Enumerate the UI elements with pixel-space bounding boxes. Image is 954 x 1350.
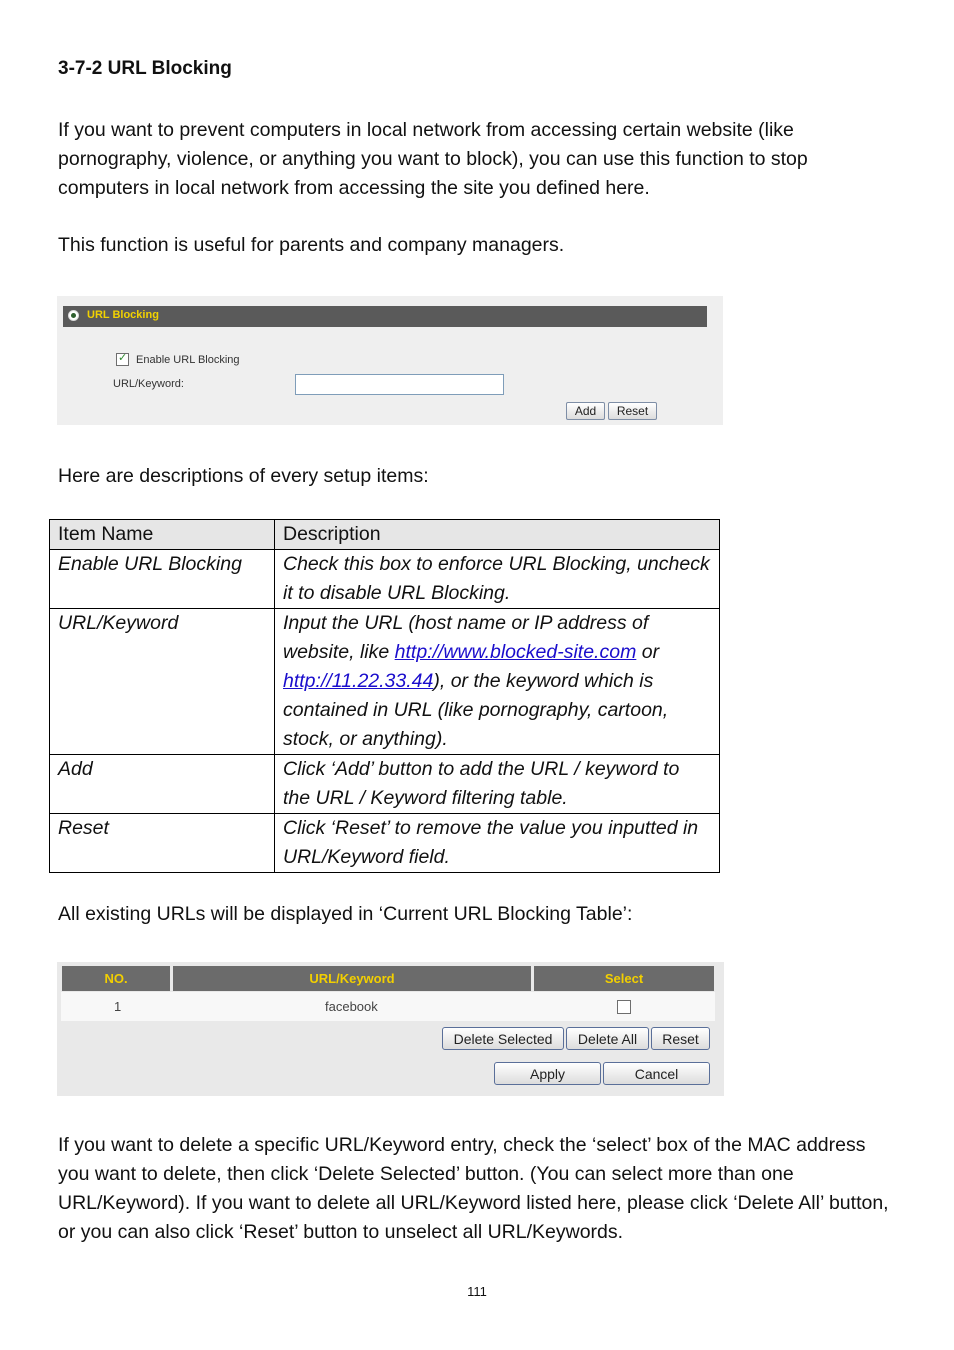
form-title: URL Blocking [87, 309, 159, 321]
enable-url-blocking-label: Enable URL Blocking [136, 354, 240, 366]
header-select: Select [534, 966, 714, 991]
url-keyword-input[interactable] [295, 374, 504, 395]
row-number: 1 [114, 999, 122, 1014]
url-blocking-table-screenshot [57, 962, 724, 1096]
item-description: Click ‘Add’ button to add the URL / keyword to the URL / Keyword filtering table. [275, 755, 720, 814]
delete-selected-button[interactable]: Delete Selected [442, 1027, 564, 1050]
row-keyword: facebook [325, 999, 378, 1014]
enable-url-blocking-checkbox[interactable] [116, 353, 129, 366]
url-keyword-label: URL/Keyword: [113, 378, 184, 390]
desc-text-part: or [636, 641, 660, 663]
item-name: Reset [50, 814, 275, 873]
reset-button[interactable]: Reset [608, 402, 657, 420]
header-description: Description [275, 520, 720, 550]
item-name: URL/Keyword [50, 609, 275, 755]
header-item-name: Item Name [50, 520, 275, 550]
item-name: Enable URL Blocking [50, 550, 275, 609]
table-row [50, 550, 720, 609]
description-table [49, 519, 720, 873]
header-url-keyword: URL/Keyword [173, 966, 531, 991]
descriptions-intro: Here are descriptions of every setup items: [58, 465, 429, 487]
url-blocking-form-screenshot [57, 296, 723, 425]
table-row [50, 609, 720, 755]
item-description: Check this box to enforce URL Blocking, uncheck it to disable URL Blocking. [275, 550, 720, 609]
form-title-bar [63, 306, 707, 327]
blocked-site-link[interactable]: http://www.blocked-site.com [394, 641, 637, 663]
section-heading: 3-7-2 URL Blocking [58, 58, 232, 79]
delete-all-button[interactable]: Delete All [566, 1027, 649, 1050]
table-header-row [50, 520, 720, 550]
useful-paragraph: This function is useful for parents and company managers. [58, 234, 565, 256]
reset-button[interactable]: Reset [651, 1027, 710, 1050]
table-intro: All existing URLs will be displayed in ‘Current URL Blocking Table’: [58, 903, 633, 925]
desc-text-part: Input the URL (host name or IP address of website, like [283, 612, 649, 663]
apply-button[interactable]: Apply [494, 1062, 601, 1085]
intro-paragraph: If you want to prevent computers in local network from accessing certain website (like pornography, violence, or anything you want to block), you can use this function to stop computers in local network from accessing the site you defined here. [58, 119, 808, 199]
ip-address-link[interactable]: http://11.22.33.44 [283, 670, 434, 692]
desc-text-part: ), or the keyword which is contained in URL (like pornography, cartoon, stock, or anything). [283, 670, 669, 750]
item-description: Click ‘Reset’ to remove the value you inputted in URL/Keyword field. [275, 814, 720, 873]
add-button[interactable]: Add [566, 402, 605, 420]
item-name: Add [50, 755, 275, 814]
cancel-button[interactable]: Cancel [603, 1062, 710, 1085]
bullet-icon [68, 310, 79, 321]
page-number: 111 [467, 1284, 487, 1299]
row-select-checkbox[interactable] [617, 1000, 631, 1014]
table-row [50, 755, 720, 814]
outro-paragraph: If you want to delete a specific URL/Keyword entry, check the ‘select’ box of the MAC address you want to delete, then click ‘Delete Selected’ button. (You can select more than one URL/Keyword). If you want to delete all URL/Keyword listed here, please click ‘Delete All’ button, or you can also click ‘Reset’ button to unselect all URL/Keywords. [58, 1134, 889, 1243]
header-no: NO. [62, 966, 170, 991]
item-description [275, 609, 720, 755]
table-row [50, 814, 720, 873]
